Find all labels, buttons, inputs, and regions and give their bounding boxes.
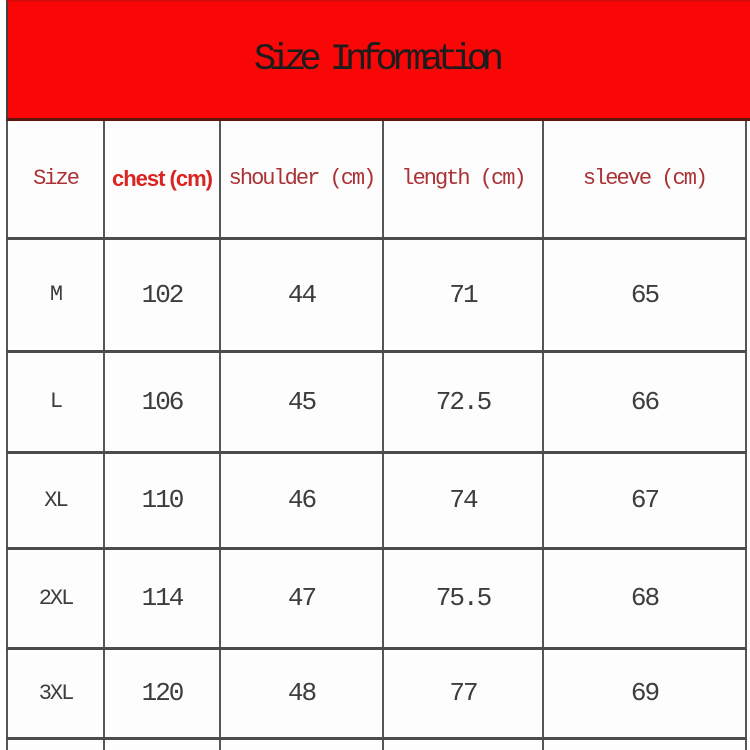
table-row-l xyxy=(7,351,746,452)
shoulder-value: 45 xyxy=(220,351,383,452)
column-header-chest: chest (cm) xyxy=(104,121,220,238)
chest-value: 102 xyxy=(104,238,220,351)
size-table xyxy=(6,121,747,750)
banner-title: Size Information xyxy=(253,39,498,81)
table-row-3xl xyxy=(7,648,746,738)
shoulder-value: 48 xyxy=(220,648,383,738)
column-header-sleeve: sleeve (cm) xyxy=(543,121,746,238)
length-value: 75.5 xyxy=(383,548,543,648)
table-row-xl xyxy=(7,452,746,548)
table-row-2xl xyxy=(7,548,746,648)
column-header-shoulder: shoulder (cm) xyxy=(220,121,383,238)
sleeve-value: 66 xyxy=(543,351,746,452)
sleeve-value: 67 xyxy=(543,452,746,548)
chest-value: 114 xyxy=(104,548,220,648)
column-header-size: Size xyxy=(7,121,104,238)
shoulder-value: 46 xyxy=(220,452,383,548)
chest-value: 106 xyxy=(104,351,220,452)
table-row-clipped xyxy=(7,738,746,750)
size-label: L xyxy=(7,351,104,452)
table-header-row xyxy=(7,121,746,238)
table-row-m xyxy=(7,238,746,351)
sleeve-value: 65 xyxy=(543,238,746,351)
size-label: 2XL xyxy=(7,548,104,648)
sleeve-value: 69 xyxy=(543,648,746,738)
length-value: 74 xyxy=(383,452,543,548)
chest-value: 110 xyxy=(104,452,220,548)
chest-value: 120 xyxy=(104,648,220,738)
length-value: 71 xyxy=(383,238,543,351)
column-header-length: length (cm) xyxy=(383,121,543,238)
size-label: 3XL xyxy=(7,648,104,738)
shoulder-value: 44 xyxy=(220,238,383,351)
size-info-banner xyxy=(6,0,750,121)
sleeve-value: 68 xyxy=(543,548,746,648)
size-label: XL xyxy=(7,452,104,548)
length-value: 77 xyxy=(383,648,543,738)
length-value: 72.5 xyxy=(383,351,543,452)
size-label: M xyxy=(7,238,104,351)
shoulder-value: 47 xyxy=(220,548,383,648)
